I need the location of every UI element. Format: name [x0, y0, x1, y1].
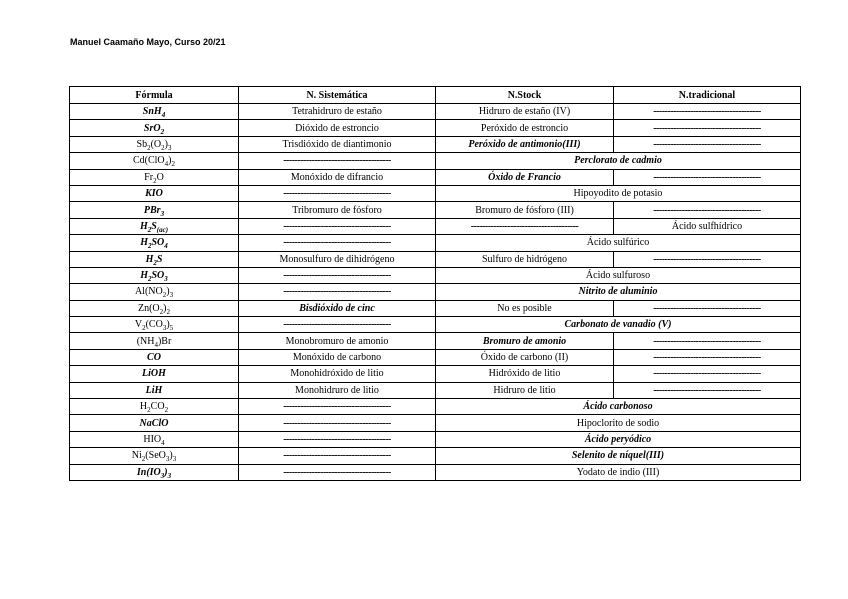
table-row [70, 366, 801, 382]
table-row [70, 349, 801, 365]
column-header-stock: N.Stock [436, 87, 614, 104]
formula-cell: SrO$_2$ [70, 120, 239, 136]
formula-cell: $(NH_4)Br$ [70, 333, 239, 349]
formula-cell: $H_2S_{(ac)}$ [70, 218, 239, 234]
systematic-name-cell: Monohidruro de litio [239, 382, 436, 398]
traditional-name-cell: -------------------------------------- [614, 251, 801, 267]
systematic-name-cell: -------------------------------------- [239, 415, 436, 431]
table-row [70, 251, 801, 267]
formula-cell: $H_2CO_2$ [70, 399, 239, 415]
merged-name-cell: Ácido sulfúrico [436, 235, 801, 251]
systematic-name-cell: -------------------------------------- [239, 399, 436, 415]
formula-cell: $In(IO_3)_3$ [70, 464, 239, 480]
systematic-name-cell: Bisdióxido de cinc [239, 300, 436, 316]
table-row [70, 267, 801, 283]
table-row [70, 317, 801, 333]
systematic-name-cell: Monohidróxido de litio [239, 366, 436, 382]
stock-name-cell: Peróxido de antimonio(III) [436, 136, 614, 152]
formula-cell: SnH$_4$ [70, 104, 239, 120]
formula-cell: $H_2SO_4$ [70, 235, 239, 251]
formula-cell: $Sb_2(O_2)_3$ [70, 136, 239, 152]
table-row [70, 448, 801, 464]
systematic-name-cell: Monobromuro de amonio [239, 333, 436, 349]
formula-cell: $H_2S$ [70, 251, 239, 267]
merged-name-cell: Ácido peryódico [436, 431, 801, 447]
merged-name-cell: Perclorato de cadmio [436, 153, 801, 169]
traditional-name-cell: -------------------------------------- [614, 104, 801, 120]
systematic-name-cell: Monosulfuro de dihidrógeno [239, 251, 436, 267]
systematic-name-cell: -------------------------------------- [239, 431, 436, 447]
systematic-name-cell: Monóxido de difrancio [239, 169, 436, 185]
table-row [70, 284, 801, 300]
table-row [70, 153, 801, 169]
table-row [70, 415, 801, 431]
traditional-name-cell: -------------------------------------- [614, 366, 801, 382]
stock-name-cell: -------------------------------------- [436, 218, 614, 234]
table-row [70, 399, 801, 415]
formula-cell: $Ni_2(SeO_3)_3$ [70, 448, 239, 464]
formula-cell: $Al(NO_2)_3$ [70, 284, 239, 300]
table-row [70, 382, 801, 398]
merged-name-cell: Ácido sulfuroso [436, 267, 801, 283]
systematic-name-cell: -------------------------------------- [239, 235, 436, 251]
systematic-name-cell: Monóxido de carbono [239, 349, 436, 365]
merged-name-cell: Hipoyodito de potasio [436, 185, 801, 201]
merged-name-cell: Ácido carbonoso [436, 399, 801, 415]
systematic-name-cell: Dióxido de estroncio [239, 120, 436, 136]
table-body [70, 104, 801, 481]
traditional-name-cell: -------------------------------------- [614, 333, 801, 349]
systematic-name-cell: Tribromuro de fósforo [239, 202, 436, 218]
systematic-name-cell: -------------------------------------- [239, 267, 436, 283]
formula-cell: $V_2(CO_3)_5$ [70, 317, 239, 333]
traditional-name-cell: -------------------------------------- [614, 300, 801, 316]
merged-name-cell: Hipoclorito de sodio [436, 415, 801, 431]
systematic-name-cell: -------------------------------------- [239, 284, 436, 300]
traditional-name-cell: -------------------------------------- [614, 120, 801, 136]
table-row [70, 235, 801, 251]
merged-name-cell: Yodato de indio (III) [436, 464, 801, 480]
nomenclature-table [69, 86, 801, 481]
systematic-name-cell: Trisdióxido de diantimonio [239, 136, 436, 152]
document-header: Manuel Caamaño Mayo, Curso 20/21 [70, 37, 226, 47]
systematic-name-cell: Tetrahidruro de estaño [239, 104, 436, 120]
stock-name-cell: Hidruro de estaño (IV) [436, 104, 614, 120]
column-header-traditional: N.tradicional [614, 87, 801, 104]
systematic-name-cell: -------------------------------------- [239, 153, 436, 169]
formula-cell: PBr$_3$ [70, 202, 239, 218]
traditional-name-cell: -------------------------------------- [614, 169, 801, 185]
stock-name-cell: Hidruro de litio [436, 382, 614, 398]
formula-cell: KIO [70, 185, 239, 201]
table-row [70, 104, 801, 120]
merged-name-cell: Nitrito de aluminio [436, 284, 801, 300]
table-row [70, 120, 801, 136]
table-row [70, 300, 801, 316]
formula-cell: NaClO [70, 415, 239, 431]
stock-name-cell: Hidróxido de litio [436, 366, 614, 382]
systematic-name-cell: -------------------------------------- [239, 448, 436, 464]
formula-cell: $Zn(O_2)_2$ [70, 300, 239, 316]
systematic-name-cell: -------------------------------------- [239, 185, 436, 201]
formula-cell: $Cd(ClO_4)_2$ [70, 153, 239, 169]
traditional-name-cell: -------------------------------------- [614, 382, 801, 398]
systematic-name-cell: -------------------------------------- [239, 218, 436, 234]
table-row [70, 136, 801, 152]
traditional-name-cell: Ácido sulfhídrico [614, 218, 801, 234]
traditional-name-cell: -------------------------------------- [614, 202, 801, 218]
table-row [70, 202, 801, 218]
systematic-name-cell: -------------------------------------- [239, 317, 436, 333]
column-header-formula: Fórmula [70, 87, 239, 104]
table-row [70, 185, 801, 201]
table-row [70, 464, 801, 480]
stock-name-cell: Óxido de Francio [436, 169, 614, 185]
formula-cell: $H_2SO_3$ [70, 267, 239, 283]
table-row [70, 218, 801, 234]
stock-name-cell: Sulfuro de hidrógeno [436, 251, 614, 267]
table-row [70, 431, 801, 447]
formula-cell: CO [70, 349, 239, 365]
merged-name-cell: Carbonato de vanadio (V) [436, 317, 801, 333]
traditional-name-cell: -------------------------------------- [614, 136, 801, 152]
systematic-name-cell: -------------------------------------- [239, 464, 436, 480]
stock-name-cell: Óxido de carbono (II) [436, 349, 614, 365]
table-header-row [70, 87, 801, 104]
formula-cell: LiH [70, 382, 239, 398]
stock-name-cell: Bromuro de amonio [436, 333, 614, 349]
stock-name-cell: No es posible [436, 300, 614, 316]
column-header-systematic: N. Sistemática [239, 87, 436, 104]
formula-cell: LiOH [70, 366, 239, 382]
formula-cell: $HIO_4$ [70, 431, 239, 447]
table-row [70, 333, 801, 349]
table-row [70, 169, 801, 185]
traditional-name-cell: -------------------------------------- [614, 349, 801, 365]
formula-cell: $Fr_2O$ [70, 169, 239, 185]
merged-name-cell: Selenito de níquel(III) [436, 448, 801, 464]
stock-name-cell: Peróxido de estroncio [436, 120, 614, 136]
stock-name-cell: Bromuro de fósforo (III) [436, 202, 614, 218]
